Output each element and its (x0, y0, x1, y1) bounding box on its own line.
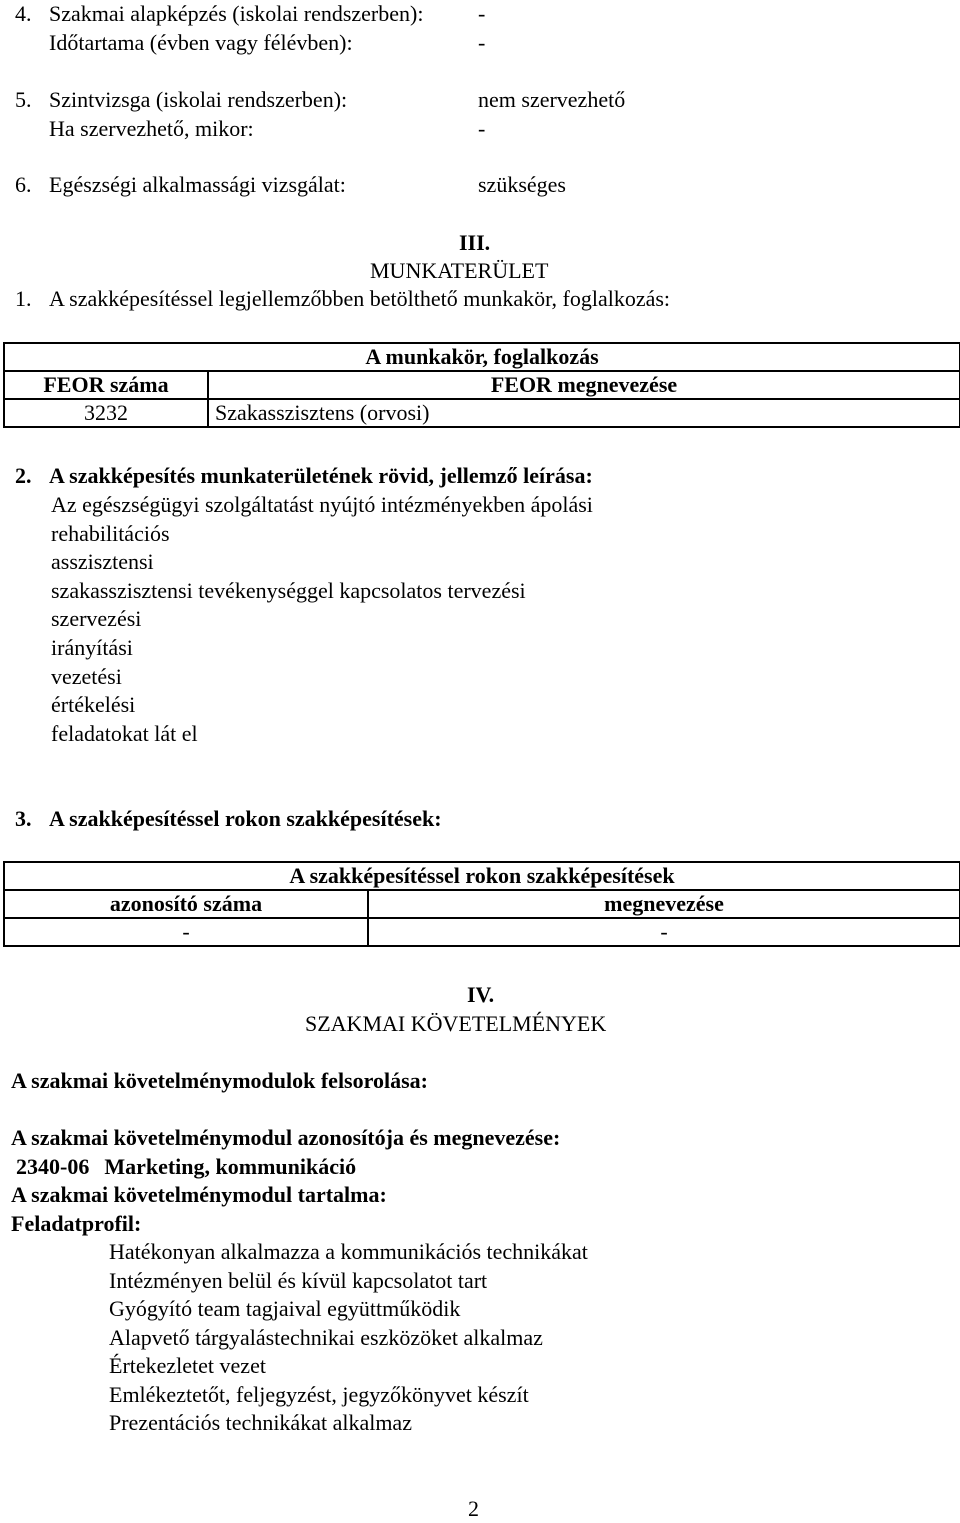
description-line: Az egészségügyi szolgáltatást nyújtó intézményekben ápolási (51, 492, 593, 517)
task-list (109, 1238, 588, 1438)
item-6-value: szükséges (478, 172, 566, 197)
section-4-roman: IV. (467, 982, 495, 1007)
col-header-name: megnevezése (368, 890, 960, 918)
question-3 (15, 805, 442, 833)
item-label: Szintvizsga (iskolai rendszerben): (49, 87, 348, 112)
question-number: 3. (15, 806, 32, 831)
module-line (16, 1153, 356, 1181)
item-4-value: - (478, 1, 486, 26)
item-5-when: Ha szervezhető, mikor: (49, 116, 254, 141)
col-header-id: azonosító száma (4, 890, 368, 918)
item-4-duration: Időtartama (évben vagy félévben): (49, 30, 353, 55)
question-number: 2. (15, 463, 32, 488)
question-number: 1. (15, 286, 32, 311)
description-line: szervezési (51, 606, 142, 632)
item-number: 4. (15, 1, 32, 26)
occupation-table-title: A munkakör, foglalkozás (4, 343, 960, 371)
module-content-heading: A szakmai követelménymodul tartalma: (11, 1182, 387, 1207)
item-number: 6. (15, 172, 32, 197)
related-qualifications-table (3, 861, 960, 947)
list-item: Értekezletet vezet (109, 1353, 266, 1378)
col-header-feor-name: FEOR megnevezése (208, 371, 960, 399)
list-item: Alapvető tárgyalástechnikai eszközöket alkalmaz (109, 1324, 543, 1350)
list-item: Intézményen belül és kívül kapcsolatot tart (109, 1267, 488, 1293)
feor-code-cell: 3232 (4, 399, 208, 427)
question-text: A szakképesítés munkaterületének rövid, jellemző leírása: (49, 463, 593, 488)
item-4-duration-value: - (478, 30, 486, 55)
task-profile-heading: Feladatprofil: (11, 1211, 142, 1236)
section-3-roman: III. (459, 230, 491, 255)
page-number: 2 (468, 1496, 479, 1521)
item-5 (15, 86, 347, 114)
item-5-when-value: - (478, 116, 486, 141)
modules-list-heading: A szakmai követelménymodulok felsorolása: (11, 1068, 428, 1093)
item-6 (15, 171, 346, 199)
col-header-feor-number: FEOR száma (4, 371, 208, 399)
item-label: Szakmai alapképzés (iskolai rendszerben): (49, 1, 424, 26)
table-row (4, 918, 960, 946)
item-5-value: nem szervezhető (478, 87, 626, 112)
question-text: A szakképesítéssel rokon szakképesítések: (49, 806, 442, 831)
feor-name-cell: Szakasszisztens (orvosi) (208, 399, 960, 427)
list-item: Prezentációs technikákat alkalmaz (109, 1410, 412, 1435)
description-line: vezetési (51, 663, 122, 689)
question-1 (15, 285, 670, 313)
item-4 (15, 0, 423, 28)
work-area-description (51, 491, 593, 748)
module-code: 2340-06 (16, 1154, 90, 1179)
question-text: A szakképesítéssel legjellemzőbben betölthető munkakör, foglalkozás: (49, 286, 671, 311)
occupation-table (3, 342, 960, 428)
description-line: rehabilitációs (51, 520, 170, 546)
table-row (4, 399, 960, 427)
section-3-title: MUNKATERÜLET (370, 258, 549, 283)
list-item: Emlékeztetőt, feljegyzést, jegyzőkönyvet készít (109, 1381, 529, 1407)
description-line: szakasszisztensi tevékenységgel kapcsolatos tervezési (51, 577, 526, 603)
description-line: feladatokat lát el (51, 720, 198, 746)
related-name-cell: - (368, 918, 960, 946)
module-name: Marketing, kommunikáció (104, 1154, 357, 1179)
list-item: Hatékonyan alkalmazza a kommunikációs technikákat (109, 1239, 588, 1264)
item-number: 5. (15, 87, 32, 112)
section-4-title: SZAKMAI KÖVETELMÉNYEK (305, 1011, 607, 1036)
item-label: Egészségi alkalmassági vizsgálat: (49, 172, 346, 197)
description-line: asszisztensi (51, 549, 154, 575)
list-item: Gyógyító team tagjaival együttműködik (109, 1296, 461, 1321)
related-table-title: A szakképesítéssel rokon szakképesítések (4, 862, 960, 890)
description-line: irányítási (51, 634, 133, 660)
related-id-cell: - (4, 918, 368, 946)
question-2 (15, 462, 593, 490)
description-line: értékelési (51, 692, 136, 718)
module-id-heading: A szakmai követelménymodul azonosítója és megnevezése: (11, 1125, 561, 1150)
